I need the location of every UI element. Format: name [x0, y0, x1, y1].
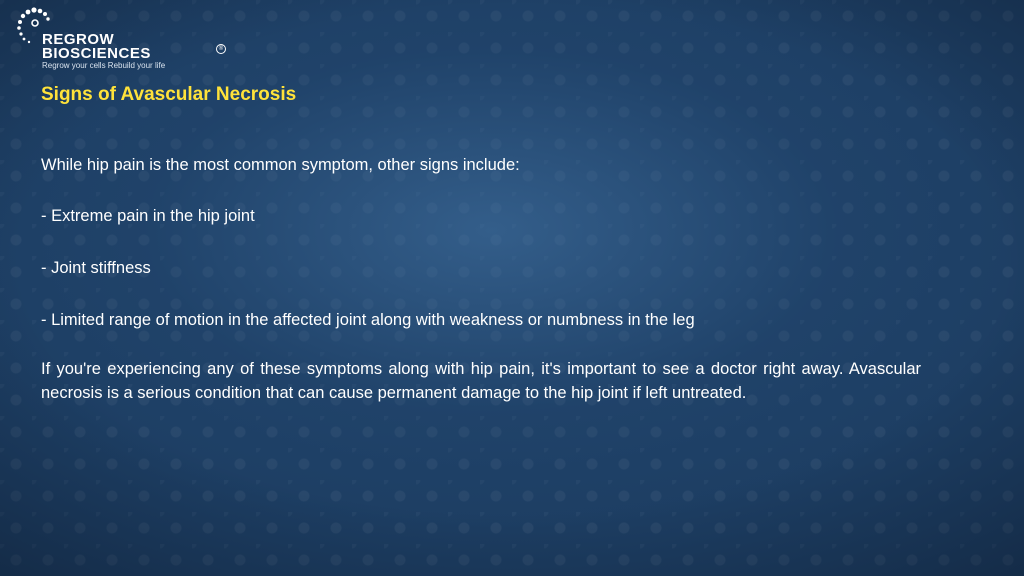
brand-tagline: Regrow your cells Rebuild your life: [42, 61, 166, 70]
slide-title: Signs of Avascular Necrosis: [41, 84, 297, 105]
sign-item: - Limited range of motion in the affected joint along with weakness or numbness in the leg: [41, 311, 695, 329]
brand-name-line1: REGROW: [42, 31, 115, 48]
intro-text: While hip pain is the most common symptom, other signs include:: [41, 156, 520, 174]
sign-item: - Joint stiffness: [41, 259, 151, 277]
registered-mark: ®: [216, 44, 226, 54]
conclusion-text: If you're experiencing any of these symptoms along with hip pain, it's important to see a doctor right away. Avascular necrosis is a serious condition that can cause permanent damage to the hip joint if left untreated.: [41, 360, 921, 402]
sign-item: - Extreme pain in the hip joint: [41, 207, 255, 225]
brand-name-line2: BIOSCIENCES: [42, 45, 151, 62]
brand-logo: [14, 6, 234, 68]
